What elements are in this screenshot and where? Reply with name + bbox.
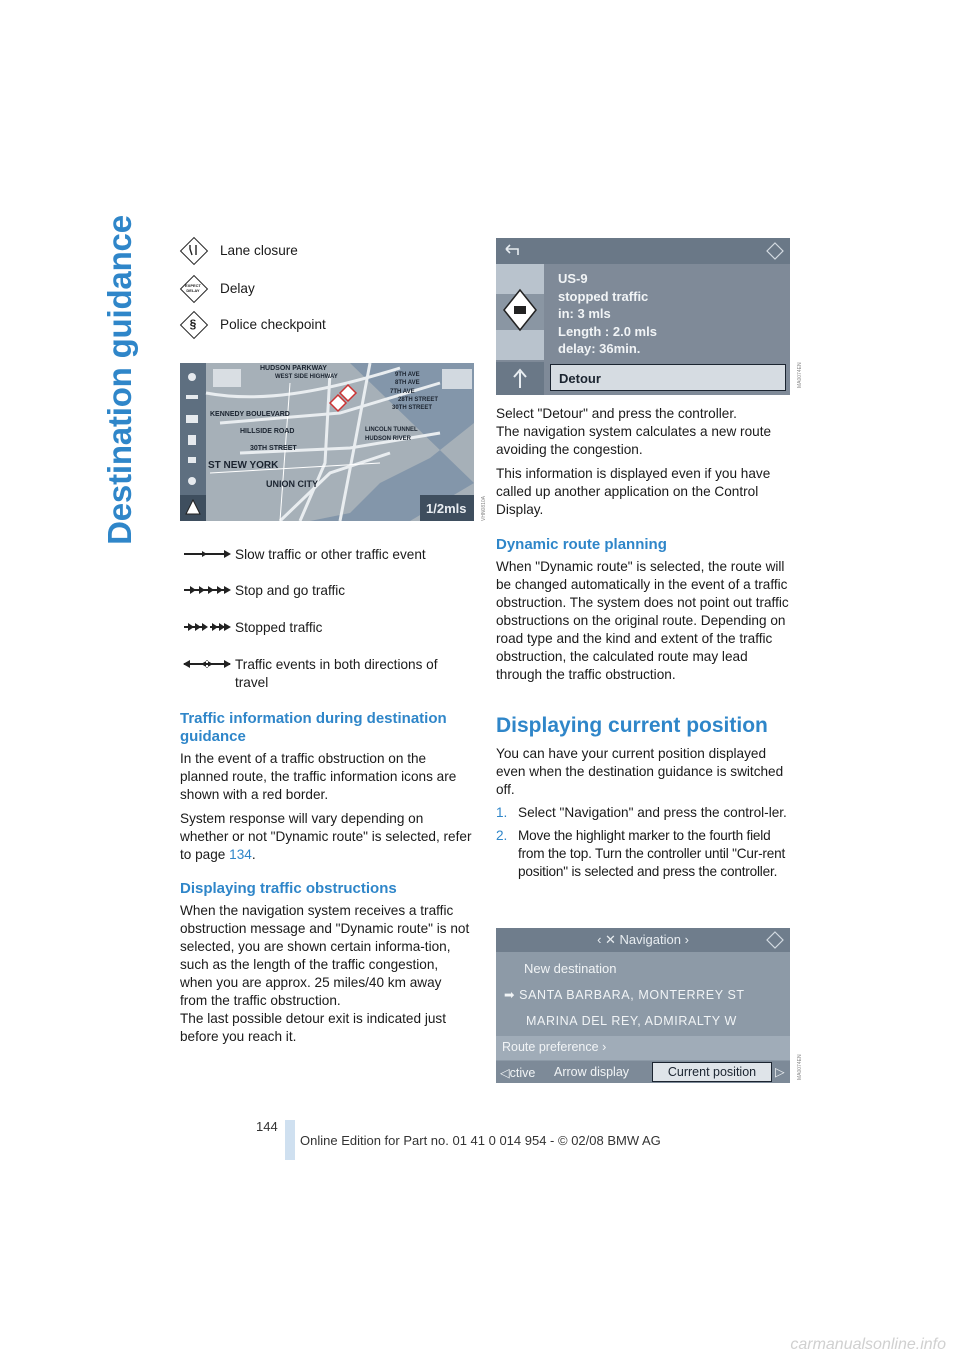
traffic-delay: delay: 36min.	[558, 341, 641, 356]
nav-item-marina-del-rey[interactable]: MARINA DEL REY, ADMIRALTY W	[526, 1014, 737, 1028]
map-street-2: WEST SIDE HIGHWAY	[275, 374, 338, 380]
paragraph-system-response: System response will vary depending on whether or not "Dynamic route" is selected, refer to page 134.	[180, 811, 472, 862]
map-screenshot	[180, 363, 474, 521]
delay-sign-icon	[180, 275, 206, 301]
step-1-number: 1.	[496, 805, 508, 820]
map-scale: 1/2mls	[426, 501, 467, 516]
traffic-distance: in: 3 mls	[558, 306, 611, 321]
tab-active[interactable]: ◁ctive	[500, 1066, 536, 1080]
paragraph-detour-exit: The last possible detour exit is indicated just before you reach it.	[180, 1011, 446, 1044]
map-street-3: KENNEDY BOULEVARD	[210, 411, 290, 418]
nav-tab-bar	[496, 1061, 790, 1083]
tab-arrow-display[interactable]: Arrow display	[554, 1065, 630, 1079]
step-2-text: Move the highlight marker to the fourth field from the top. Turn the controller until "Cur-rent position" is selected and press the controller.	[518, 828, 786, 879]
map-street-10: 9TH AVE	[395, 372, 420, 378]
police-sign-glyph: §	[189, 316, 197, 331]
lane-closure-label: Lane closure	[220, 242, 298, 258]
traffic-details	[558, 270, 657, 358]
delay-label: Delay	[220, 280, 255, 296]
right-column	[496, 405, 790, 881]
heading-dynamic-route: Dynamic route planning	[496, 536, 667, 553]
delay-sign-glyph: EXPECT DELAY	[184, 283, 201, 293]
paragraph-obstruction-message: When the navigation system receives a traffic obstruction message and "Dynamic route" is not selected, you are shown certain informa-tion, such as the length of the traffic congestion, when you are approx. 25 miles/40 km away from the traffic obstruction.	[180, 903, 470, 1008]
delay-row	[180, 275, 255, 301]
image-code-3: MA0074EN	[797, 1054, 803, 1080]
detour-button[interactable]: Detour	[550, 364, 786, 391]
step-2-number: 2.	[496, 828, 508, 843]
navigation-diamond-icon	[766, 931, 784, 949]
paragraph-select-detour: Select "Detour" and press the controller.	[496, 406, 737, 421]
traffic-jam-sign-icon	[496, 264, 544, 360]
up-arrow-icon[interactable]	[510, 368, 530, 390]
back-arrow-icon[interactable]	[502, 244, 522, 258]
arrow-legend-stop-go	[182, 582, 472, 600]
image-code-2: MA0074EN	[797, 362, 803, 388]
page-link-134[interactable]: 134	[229, 847, 252, 862]
nav-item-new-destination[interactable]: New destination	[524, 961, 617, 976]
nav-item-route-preference[interactable]: Route preference ›	[502, 1040, 607, 1054]
nav-item-santa-barbara[interactable]: ➡ SANTA BARBARA, MONTERREY ST	[504, 988, 745, 1002]
arrow-legend-slow	[182, 546, 472, 564]
arrow-legend-slow-label: Slow traffic or other traffic event	[235, 547, 426, 562]
map-street-5: 30TH STREET	[250, 445, 297, 452]
traffic-up-panel	[496, 362, 544, 395]
tab-next-arrow-icon[interactable]: ▷	[775, 1065, 785, 1079]
stop-and-go-arrow-icon	[182, 584, 232, 596]
traffic-length: Length : 2.0 mls	[558, 323, 657, 339]
navigation-diamond-icon	[766, 242, 784, 260]
step-1-text: Select "Navigation" and press the control-ler.	[518, 805, 787, 820]
traffic-message-screenshot	[496, 238, 790, 395]
footer-accent-bar	[285, 1120, 295, 1160]
arrow-legend-both-directions-label: Traffic events in both directions of travel	[235, 657, 438, 690]
map-street-11: 8TH AVE	[395, 380, 420, 386]
step-1	[496, 804, 790, 822]
lane-closure-row	[180, 237, 298, 263]
paragraph-new-route: The navigation system calculates a new route avoiding the congestion.	[496, 424, 772, 457]
heading-traffic-info: Traffic information during destination guidance	[180, 710, 447, 745]
traffic-screen-header	[496, 238, 790, 264]
map-street-4: HILLSIDE ROAD	[240, 428, 295, 435]
nav-screen-title: ‹ ✕ Navigation ›	[597, 932, 689, 947]
paragraph-current-position: You can have your current position displayed even when the destination guidance is switched off.	[496, 746, 784, 797]
map-street-6: LINCOLN TUNNEL	[365, 427, 418, 433]
map-street-1: HUDSON PARKWAY	[260, 365, 327, 372]
traffic-road: US-9	[558, 271, 588, 286]
traffic-icon-panel	[496, 264, 544, 360]
paragraph-red-border: In the event of a traffic obstruction on the planned route, the traffic information icons are shown with a red border.	[180, 751, 457, 802]
map-street-9: UNION CITY	[266, 479, 319, 489]
navigation-menu-screenshot	[496, 928, 790, 1083]
both-directions-arrow-icon	[182, 658, 232, 670]
police-sign-icon	[180, 311, 206, 337]
map-street-8: ST NEW YORK	[208, 460, 279, 471]
paragraph-info-displayed: This information is displayed even if you have called up another application on the Control Display.	[496, 466, 771, 517]
watermark: carmanualsonline.info	[790, 1336, 946, 1353]
slow-traffic-arrow-icon	[182, 548, 232, 560]
nav-screen-header	[496, 928, 790, 952]
heading-current-position: Displaying current position	[496, 714, 768, 737]
tab-current-position[interactable]: Current position	[652, 1062, 772, 1082]
left-column	[180, 710, 472, 1046]
map-street-13: 28TH STREET	[398, 397, 439, 403]
map-street-7: HUDSON RIVER	[365, 436, 412, 442]
arrow-legend-stopped	[182, 619, 472, 637]
nav-route-preference-row	[496, 1036, 790, 1060]
footer-edition: Online Edition for Part no. 01 41 0 014 954 - © 02/08 BMW AG	[300, 1133, 661, 1148]
step-2	[496, 827, 790, 881]
arrow-legend-stopped-label: Stopped traffic	[235, 620, 323, 635]
police-checkpoint-row	[180, 311, 326, 337]
stopped-traffic-arrow-icon	[182, 621, 232, 633]
heading-displaying-obstructions: Displaying traffic obstructions	[180, 880, 397, 897]
map-street-12: 7TH AVE	[390, 389, 415, 395]
arrow-legend-stop-go-label: Stop and go traffic	[235, 583, 346, 598]
paragraph-dynamic-route: When "Dynamic route" is selected, the route will be changed automatically in the event of a traffic obstruction. The system does not point out traffic obstructions on the original route. Depending on road type and the kind and extent of the traffic obstruction, the calculated route may lead through the traffic obstruction.	[496, 559, 789, 682]
arrow-legend-both-directions	[182, 656, 472, 692]
map-street-14: 30TH STREET	[392, 405, 433, 411]
traffic-event: stopped traffic	[558, 288, 649, 304]
page-number: 144	[256, 1119, 278, 1134]
image-code-1: VHN0810A	[481, 495, 487, 521]
police-checkpoint-label: Police checkpoint	[220, 316, 326, 332]
lane-closure-sign-icon	[180, 237, 206, 263]
